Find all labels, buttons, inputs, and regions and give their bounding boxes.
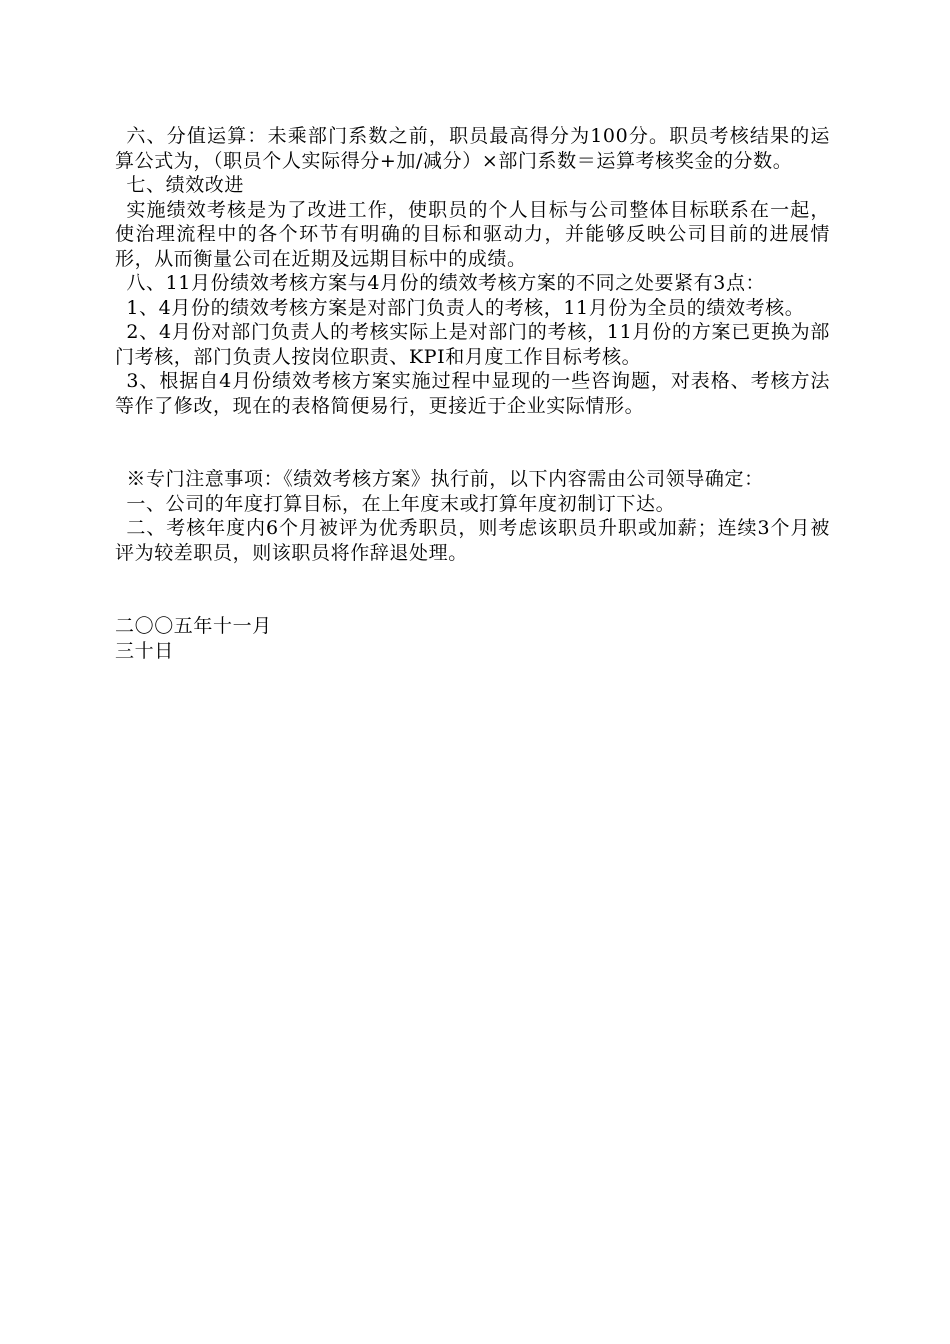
note-item-1: 一、公司的年度打算目标，在上年度末或打算年度初制订下达。	[126, 492, 676, 515]
spacer	[115, 565, 830, 614]
difference-item-1: 1、4月份的绩效考核方案是对部门负责人的考核，11月份为全员的绩效考核。	[126, 296, 805, 319]
section-seven-heading: 七、绩效改进	[126, 174, 244, 196]
section-seven-body: 实施绩效考核是为了改进工作，使职员的个人目标与公司整体目标联系在一起，使治理流程中的各个环节有明确的目标和驱动力，并能够反映公司目前的进展情形，从而衡量公司在近期及远期目标中的成绩。	[115, 198, 830, 270]
difference-item-3: 3、根据自4月份绩效考核方案实施过程中显现的一些咨询题，对表格、考核方法等作了修改，现在的表格简便易行，更接近于企业实际情形。	[115, 370, 830, 417]
difference-item-2: 2、4月份对部门负责人的考核实际上是对部门的考核，11月份的方案已更换为部门考核，部门负责人按岗位职责、KPI和月度工作目标考核。	[115, 321, 830, 368]
section-six-paragraph: 六、分值运算：未乘部门系数之前，职员最高得分为100分。职员考核结果的运算公式为，（职员个人实际得分+加/减分）×部门系数＝运算考核奖金的分数。	[115, 125, 830, 172]
date-line-2: 三十日	[115, 639, 174, 662]
note-item-2: 二、考核年度内6个月被评为优秀职员，则考虑该职员升职或加薪；连续3个月被评为较差职员，则该职员将作辞退处理。	[115, 517, 830, 564]
date-line-1: 二〇〇五年十一月	[115, 615, 272, 637]
spacer	[115, 418, 830, 467]
document-page	[115, 124, 830, 663]
section-eight-heading: 八、11月份绩效考核方案与4月份的绩效考核方案的不同之处要紧有3点：	[126, 272, 766, 294]
special-notes-heading: ※专门注意事项：《绩效考核方案》执行前，以下内容需由公司领导确定：	[126, 468, 764, 490]
